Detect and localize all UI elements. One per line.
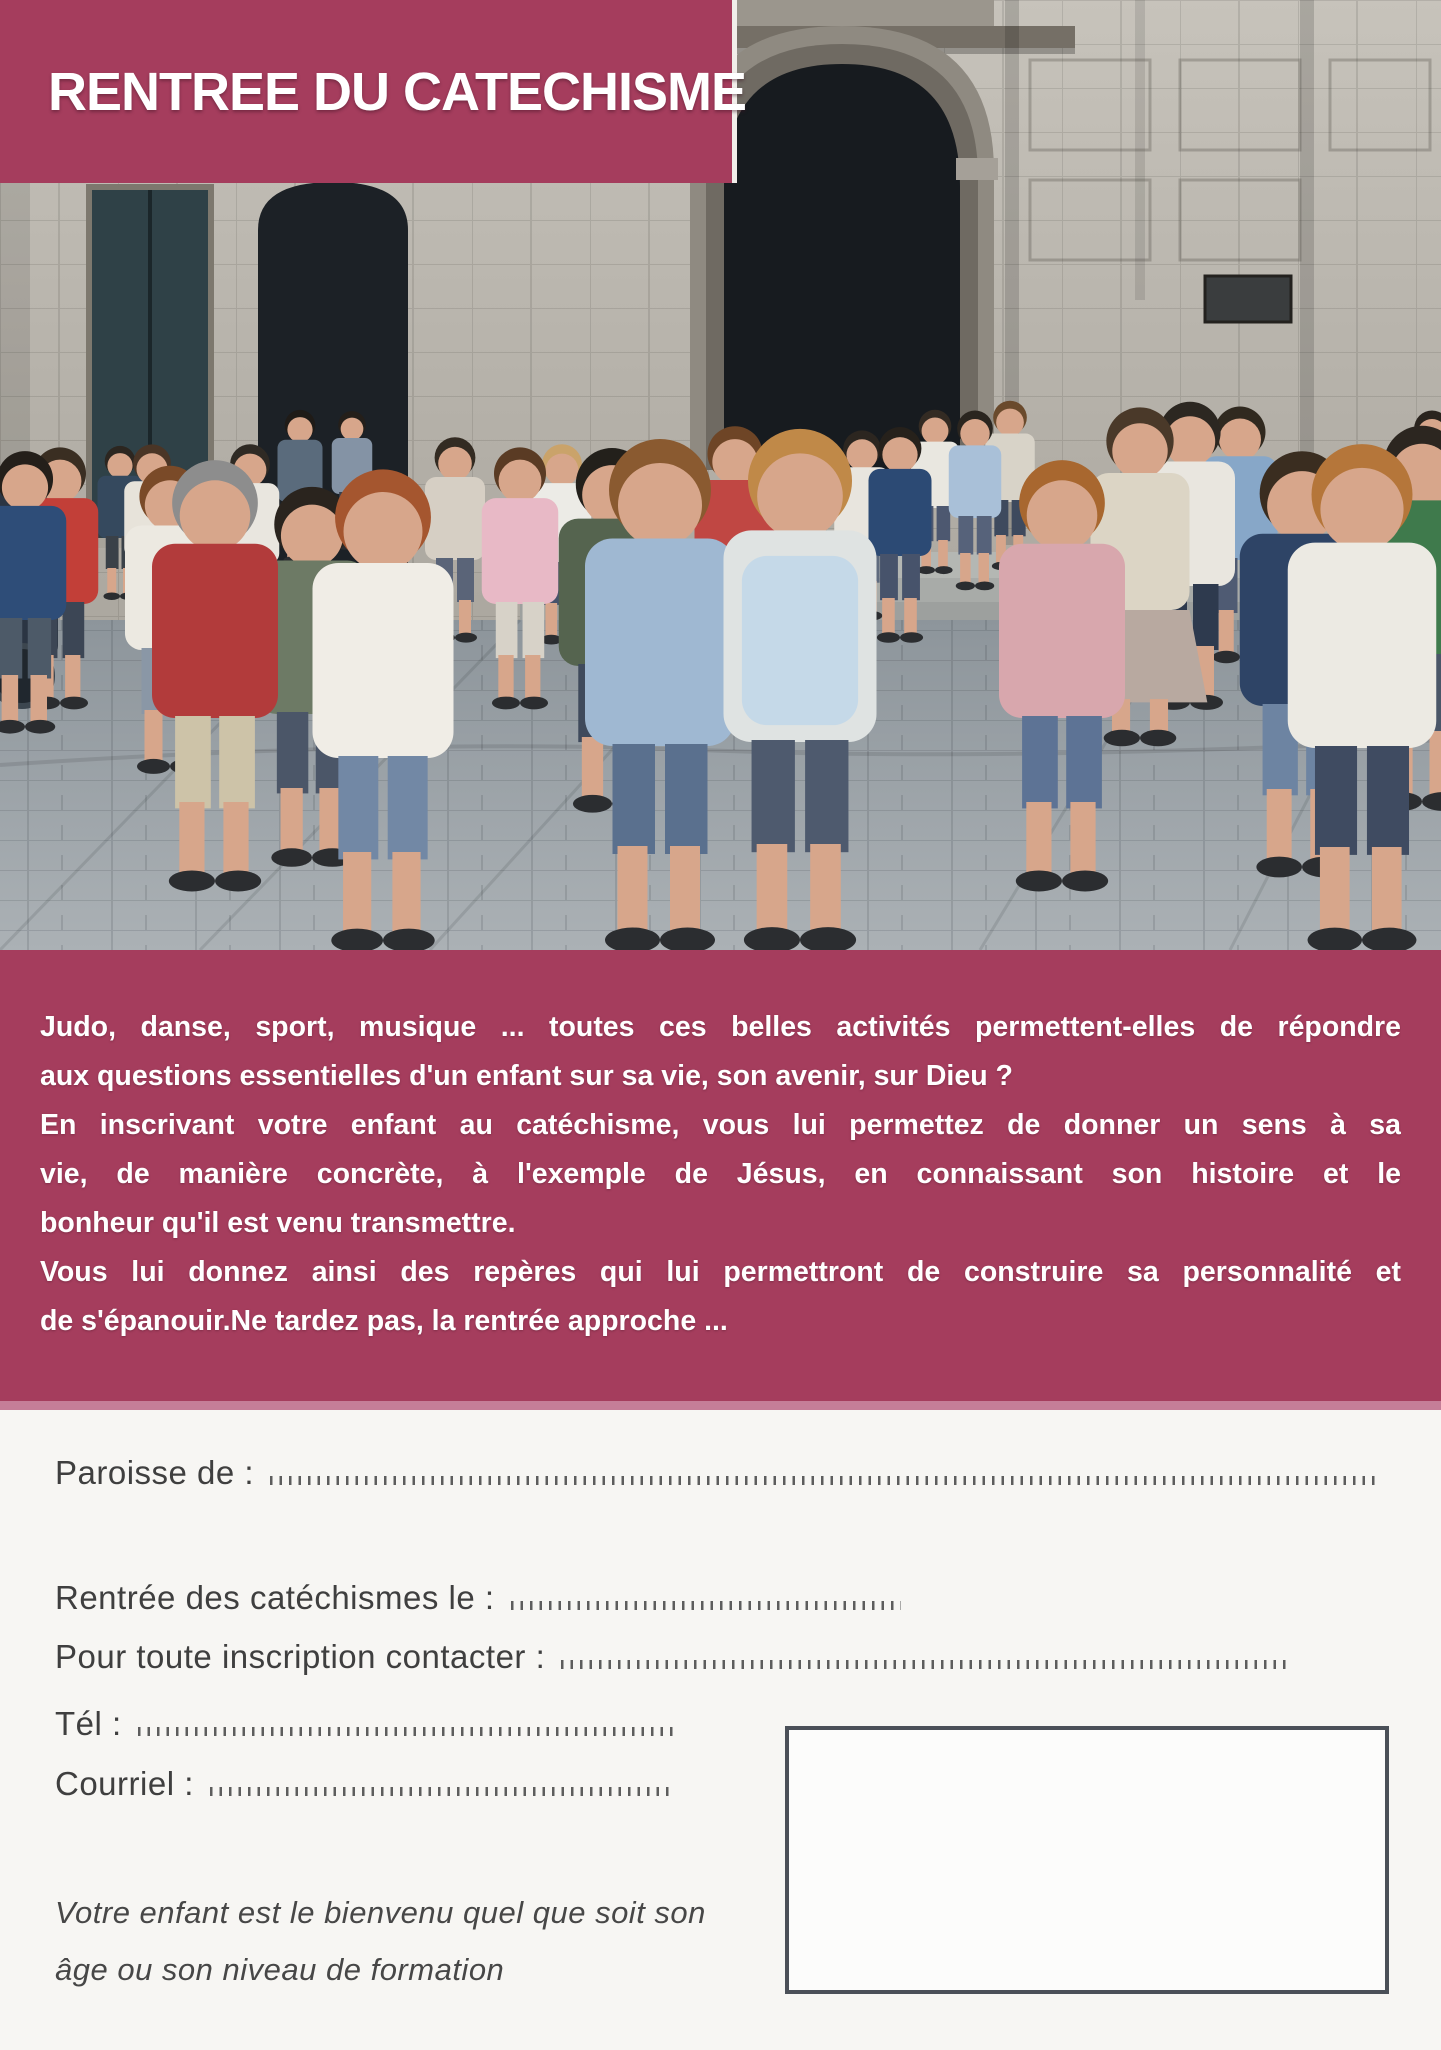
intro-line: En inscrivant votre enfant au catéchisme, vous lui permettez de donner un sens à sa bbox=[40, 1109, 1401, 1141]
field-label: Paroisse de : bbox=[55, 1454, 255, 1491]
field-rentree bbox=[55, 1575, 901, 1621]
field-tel bbox=[55, 1701, 678, 1747]
field-contact bbox=[55, 1634, 1286, 1680]
dotted-blank bbox=[561, 1660, 1286, 1669]
banner bbox=[0, 0, 747, 183]
intro-line: Judo, danse, sport, musique ... toutes ces belles activités permettent-elles de répondre bbox=[40, 1011, 1401, 1043]
dotted-blank bbox=[511, 1601, 901, 1610]
intro-line: de s'épanouir.Ne tardez pas, la rentrée approche ... bbox=[40, 1305, 728, 1337]
field-label: Pour toute inscription contacter : bbox=[55, 1638, 546, 1675]
field-courriel bbox=[55, 1761, 672, 1807]
dotted-blank bbox=[270, 1476, 1381, 1485]
banner-title: RENTREE DU CATECHISME bbox=[48, 61, 747, 122]
field-label: Rentrée des catéchismes le : bbox=[55, 1579, 495, 1616]
field-paroisse bbox=[55, 1450, 1381, 1496]
intro-line: vie, de manière concrète, à l'exemple de Jésus, en connaissant son histoire et le bbox=[40, 1158, 1401, 1190]
intro-line: bonheur qu'il est venu transmettre. bbox=[40, 1207, 516, 1239]
welcome-note bbox=[55, 1884, 706, 1998]
welcome-note-line: âge ou son niveau de formation bbox=[55, 1952, 505, 1987]
dotted-blank bbox=[210, 1787, 672, 1796]
intro-line: Vous lui donnez ainsi des repères qui lui permettront de construire sa personnalité et bbox=[40, 1256, 1401, 1288]
field-label: Courriel : bbox=[55, 1765, 194, 1802]
empty-box bbox=[785, 1726, 1389, 1994]
welcome-note-line: Votre enfant est le bienvenu quel que soit son bbox=[55, 1895, 706, 1930]
field-label: Tél : bbox=[55, 1705, 122, 1742]
stone-plaque bbox=[1205, 276, 1291, 322]
dotted-blank bbox=[138, 1727, 678, 1736]
intro-block bbox=[0, 950, 1441, 1410]
intro-line: aux questions essentielles d'un enfant sur sa vie, son avenir, sur Dieu ? bbox=[40, 1060, 1013, 1092]
